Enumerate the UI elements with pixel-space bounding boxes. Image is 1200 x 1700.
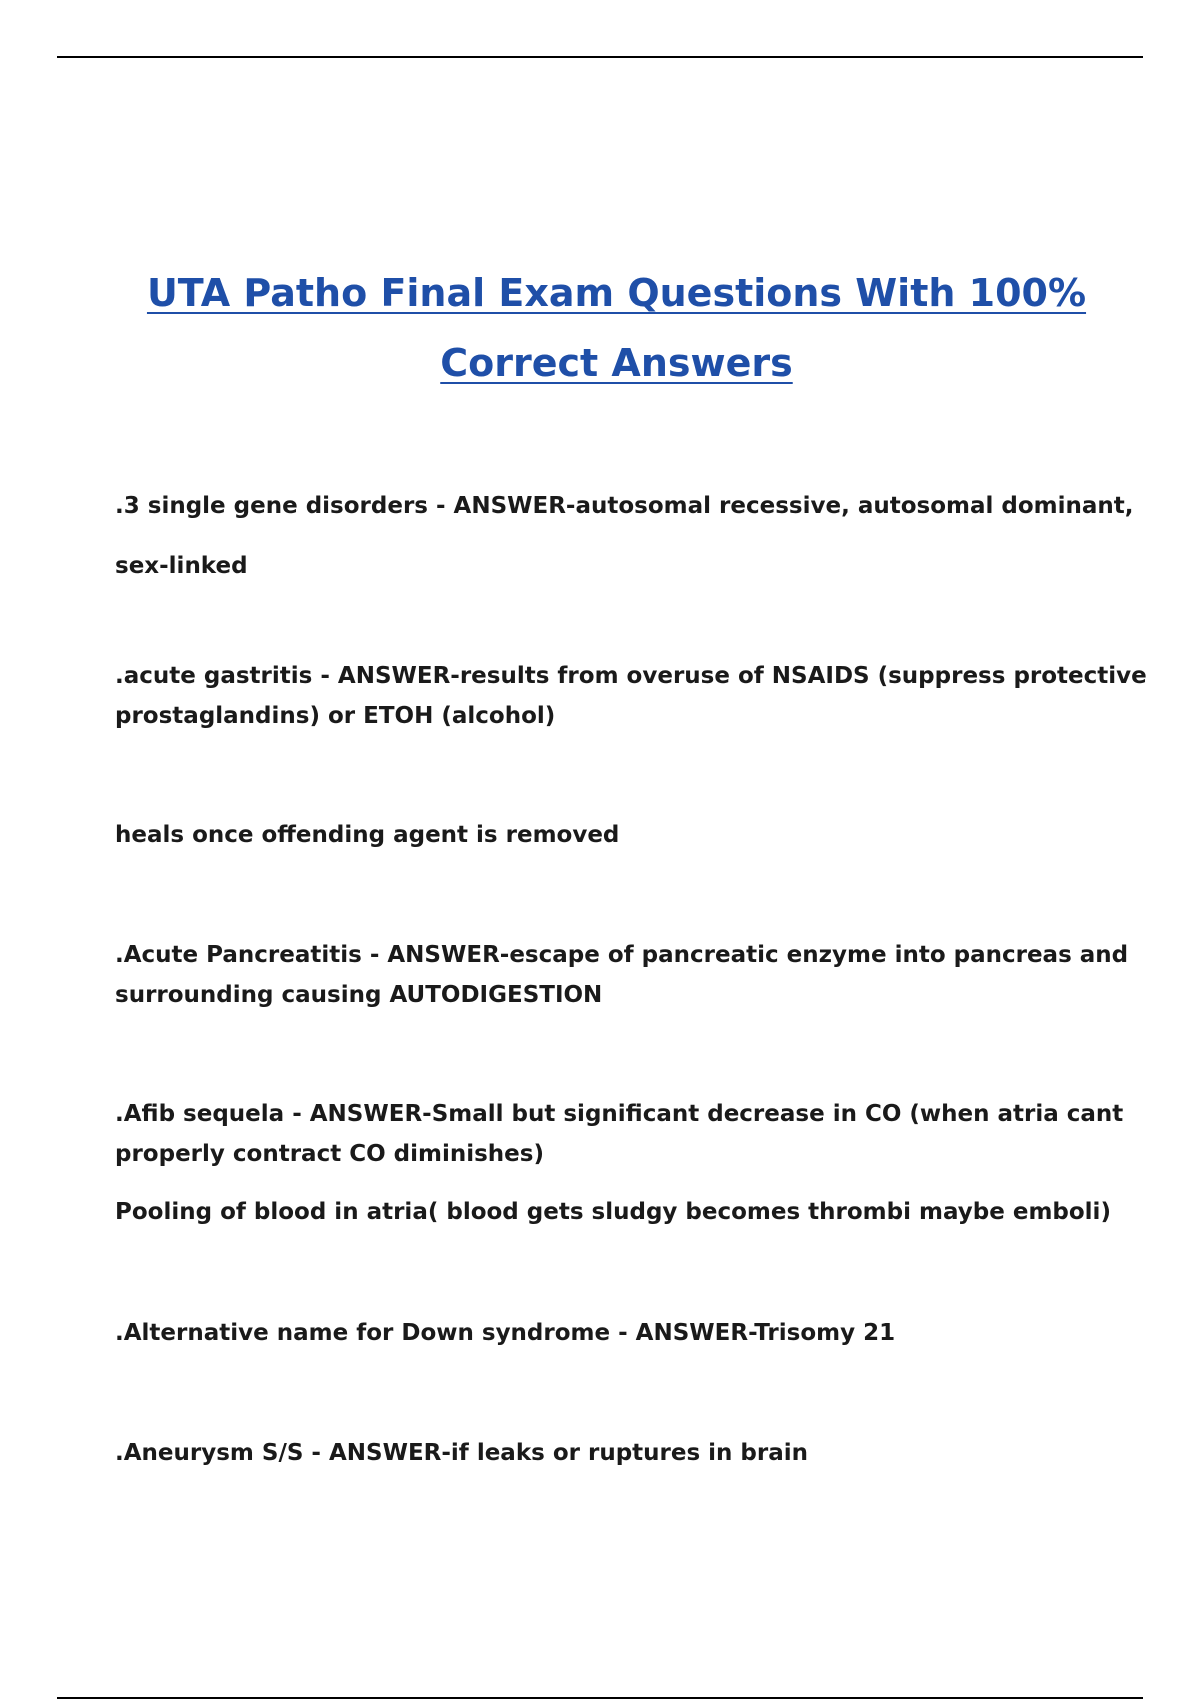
header-rule <box>57 56 1143 58</box>
qa-entry-acute-pancreatitis <box>115 935 1129 1015</box>
document-title <box>120 258 1113 398</box>
entry-line: Pooling of blood in atria( blood gets sludgy becomes thrombi maybe emboli) <box>115 1199 1111 1225</box>
entry-line: properly contract CO diminishes) <box>115 1141 544 1167</box>
footer-rule <box>57 1697 1143 1699</box>
entry-line: .Afib sequela - ANSWER-Small but significant decrease in CO (when atria cant <box>115 1101 1124 1127</box>
qa-entry-aneurysm <box>115 1433 1075 1473</box>
entry-line: prostaglandins) or ETOH (alcohol) <box>115 703 556 729</box>
entry-line: surrounding causing AUTODIGESTION <box>115 982 603 1008</box>
title-line-1: UTA Patho Final Exam Questions With 100% <box>146 271 1087 315</box>
qa-entry-acute-gastritis <box>115 656 1147 736</box>
entry-line: .acute gastritis - ANSWER-results from overuse of NSAIDS (suppress protective <box>115 663 1147 689</box>
entry-line: .Aneurysm S/S - ANSWER-if leaks or ruptures in brain <box>115 1440 809 1466</box>
entry-line: .3 single gene disorders - ANSWER-autosomal recessive, autosomal dominant, <box>115 493 1134 519</box>
title-line-2: Correct Answers <box>440 341 793 385</box>
entry-line: heals once offending agent is removed <box>115 822 620 848</box>
entry-line: sex-linked <box>115 553 248 579</box>
entry-line: .Acute Pancreatitis - ANSWER-escape of pancreatic enzyme into pancreas and <box>115 942 1129 968</box>
qa-entry-afib-sequela <box>115 1094 1124 1232</box>
entry-line: .Alternative name for Down syndrome - ANSWER-Trisomy 21 <box>115 1320 896 1346</box>
qa-entry-single-gene-disorders <box>115 476 1134 596</box>
qa-entry-gastritis-note <box>115 815 1075 855</box>
qa-entry-down-syndrome <box>115 1313 1075 1353</box>
